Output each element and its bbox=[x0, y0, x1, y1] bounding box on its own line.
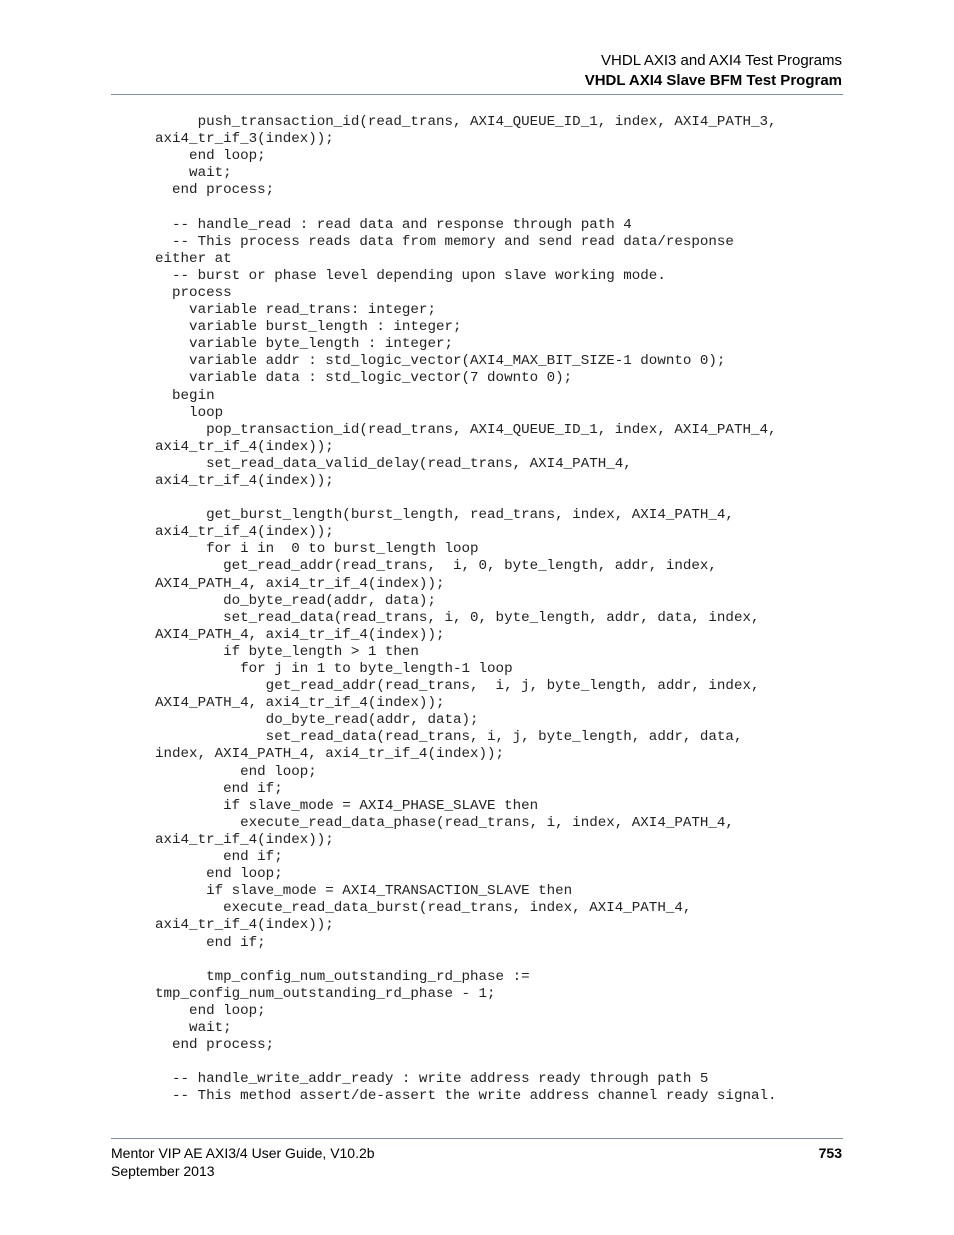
code-line: wait; bbox=[155, 165, 232, 182]
footer-divider bbox=[111, 1138, 843, 1139]
code-line: execute_read_data_burst(read_trans, index, AXI4_PATH_4, bbox=[155, 900, 692, 917]
code-line: variable byte_length : integer; bbox=[155, 336, 453, 353]
code-line: process bbox=[155, 284, 232, 301]
code-line: for i in 0 to burst_length loop bbox=[155, 541, 479, 558]
code-line: begin bbox=[155, 387, 215, 404]
footer-doc-title: Mentor VIP AE AXI3/4 User Guide, V10.2b bbox=[111, 1145, 375, 1161]
code-line: end loop; bbox=[155, 1002, 266, 1019]
code-line: do_byte_read(addr, data); bbox=[155, 712, 479, 729]
code-line: loop bbox=[155, 404, 224, 421]
code-listing bbox=[155, 114, 855, 1105]
code-line: AXI4_PATH_4, axi4_tr_if_4(index)); bbox=[155, 626, 445, 643]
code-line: end loop; bbox=[155, 866, 283, 883]
code-line: if slave_mode = AXI4_PHASE_SLAVE then bbox=[155, 797, 539, 814]
code-line: end process; bbox=[155, 182, 275, 199]
code-line: -- This process reads data from memory and send read data/response bbox=[155, 233, 734, 250]
code-line: -- handle_read : read data and response through path 4 bbox=[155, 216, 632, 233]
code-line: end loop; bbox=[155, 148, 266, 165]
code-line: set_read_data(read_trans, i, 0, byte_length, addr, data, index, bbox=[155, 609, 760, 626]
code-line: pop_transaction_id(read_trans, AXI4_QUEUE_ID_1, index, AXI4_PATH_4, bbox=[155, 421, 777, 438]
page-number: 753 bbox=[818, 1145, 842, 1161]
code-line: -- burst or phase level depending upon slave working mode. bbox=[155, 267, 666, 284]
code-line: set_read_data(read_trans, i, j, byte_length, addr, data, bbox=[155, 729, 743, 746]
code-line: axi4_tr_if_4(index)); bbox=[155, 917, 334, 934]
header-subsection-title: VHDL AXI4 Slave BFM Test Program bbox=[584, 72, 842, 89]
code-line: AXI4_PATH_4, axi4_tr_if_4(index)); bbox=[155, 695, 445, 712]
code-line: end if; bbox=[155, 849, 283, 866]
code-line: end process; bbox=[155, 1037, 275, 1054]
code-line: axi4_tr_if_4(index)); bbox=[155, 438, 334, 455]
code-line: execute_read_data_phase(read_trans, i, index, AXI4_PATH_4, bbox=[155, 814, 734, 831]
code-line: end loop; bbox=[155, 763, 317, 780]
code-line: end if; bbox=[155, 934, 266, 951]
code-line: variable addr : std_logic_vector(AXI4_MAX_BIT_SIZE-1 downto 0); bbox=[155, 353, 726, 370]
code-line: tmp_config_num_outstanding_rd_phase - 1; bbox=[155, 985, 496, 1002]
code-line: index, AXI4_PATH_4, axi4_tr_if_4(index)); bbox=[155, 746, 505, 763]
code-line: get_read_addr(read_trans, i, 0, byte_length, addr, index, bbox=[155, 558, 717, 575]
code-line: wait; bbox=[155, 1019, 232, 1036]
code-line: axi4_tr_if_3(index)); bbox=[155, 131, 334, 148]
code-line: get_burst_length(burst_length, read_trans, index, AXI4_PATH_4, bbox=[155, 507, 734, 524]
code-line: variable read_trans: integer; bbox=[155, 302, 436, 319]
code-line: -- handle_write_addr_ready : write address ready through path 5 bbox=[155, 1071, 709, 1088]
header-section-title: VHDL AXI3 and AXI4 Test Programs bbox=[601, 52, 842, 69]
code-line: variable burst_length : integer; bbox=[155, 319, 462, 336]
page-header bbox=[585, 51, 842, 91]
code-line: end if; bbox=[155, 780, 283, 797]
footer-date: September 2013 bbox=[111, 1163, 215, 1179]
code-line: -- This method assert/de-assert the write address channel ready signal. bbox=[155, 1088, 777, 1105]
code-line: push_transaction_id(read_trans, AXI4_QUEUE_ID_1, index, AXI4_PATH_3, bbox=[155, 114, 777, 130]
code-line: set_read_data_valid_delay(read_trans, AXI4_PATH_4, bbox=[155, 455, 632, 472]
code-line: axi4_tr_if_4(index)); bbox=[155, 472, 334, 489]
code-line: tmp_config_num_outstanding_rd_phase := bbox=[155, 968, 530, 985]
header-divider bbox=[111, 94, 843, 95]
code-line: do_byte_read(addr, data); bbox=[155, 592, 436, 609]
code-line: axi4_tr_if_4(index)); bbox=[155, 831, 334, 848]
code-line: variable data : std_logic_vector(7 downto 0); bbox=[155, 370, 573, 387]
code-line: either at bbox=[155, 250, 232, 267]
page-footer bbox=[111, 1144, 375, 1180]
code-line: for j in 1 to byte_length-1 loop bbox=[155, 661, 513, 677]
code-line: axi4_tr_if_4(index)); bbox=[155, 524, 334, 541]
code-line: AXI4_PATH_4, axi4_tr_if_4(index)); bbox=[155, 575, 445, 592]
code-line: if slave_mode = AXI4_TRANSACTION_SLAVE then bbox=[155, 883, 573, 900]
code-line: if byte_length > 1 then bbox=[155, 643, 419, 660]
code-line: get_read_addr(read_trans, i, j, byte_length, addr, index, bbox=[155, 678, 760, 695]
